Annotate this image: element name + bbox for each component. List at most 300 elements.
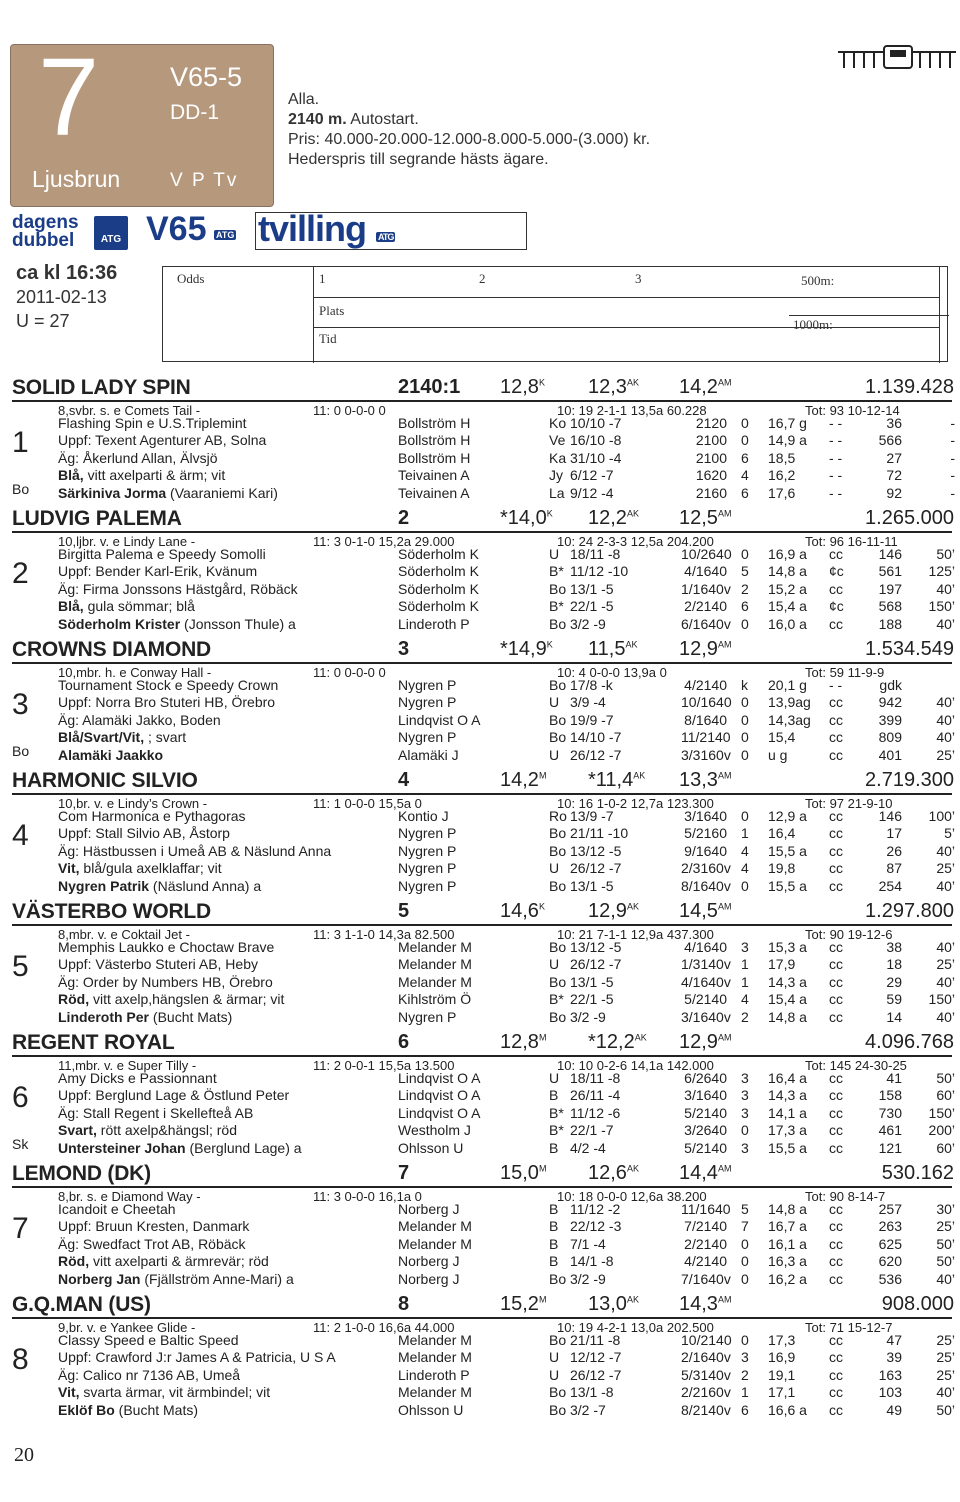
horse-age-sire: 9,br. v. e Yankee Glide - xyxy=(58,1320,196,1335)
start-post: 6 xyxy=(741,484,749,501)
start-shoes: cc xyxy=(829,1139,843,1156)
start-driver: Nygren P xyxy=(398,694,457,711)
start-driver: Lindqvist O A xyxy=(398,1104,481,1121)
start-track: B xyxy=(549,1087,559,1104)
start-date: 22/1 -7 xyxy=(570,1122,614,1139)
start-post: 3 xyxy=(741,1104,749,1121)
info-line: Äg: Order by Numbers HB, Örebro xyxy=(58,973,273,990)
start-prize: 30’ xyxy=(936,1201,955,1217)
start-driver: Nygren P xyxy=(398,877,457,894)
horse-age-sire: 11,mbr. v. e Super Tilly - xyxy=(58,1058,197,1073)
bet-types: V P Tv xyxy=(170,170,239,191)
info-line: Icandoit e Cheetah xyxy=(58,1201,176,1217)
start-post: 4 xyxy=(741,860,749,877)
start-prize: - xyxy=(950,484,955,501)
horse-entry xyxy=(0,638,960,769)
colors-line: Blå, vitt axelparti & ärm; vit xyxy=(58,467,226,484)
start-post: 3 xyxy=(741,939,749,955)
start-placing: 8/1640v xyxy=(681,877,731,894)
start-shoes: cc xyxy=(829,1201,843,1217)
start-prize: 25’ xyxy=(936,1218,955,1235)
start-odds: 14 xyxy=(886,1008,902,1025)
start-date: 13/1 -5 xyxy=(570,877,614,894)
record-2: $12,9^{AK}$ xyxy=(588,900,639,922)
horse-name: LUDVIG PALEMA xyxy=(12,507,182,530)
start-track: U xyxy=(549,746,560,763)
start-placing: 4/2140 xyxy=(684,677,727,693)
driver-line: Eklöf Bo (Bucht Mats) xyxy=(58,1401,199,1418)
start-post: 2 xyxy=(741,1008,749,1025)
start-track: Ve xyxy=(549,432,566,449)
start-date: 6/12 -7 xyxy=(570,467,614,484)
start-date: 13/12 -5 xyxy=(570,842,622,859)
record-2: $11,5^{AK}$ xyxy=(588,638,638,660)
start-shoes: - - xyxy=(829,449,843,466)
record-2: $12,3^{AK}$ xyxy=(588,376,639,398)
start-odds: 41 xyxy=(886,1070,902,1086)
start-placing: 2120 xyxy=(695,415,727,431)
record-1: $14,2^M$ xyxy=(500,769,547,791)
start-time-value: 14,1 a xyxy=(768,1104,807,1121)
col-3-label: 3 xyxy=(635,271,642,286)
start-post: 0 xyxy=(741,432,749,449)
start-placing: 10/2640 xyxy=(681,546,732,562)
start-track: Jy xyxy=(549,467,563,484)
driver-line: Särkiniva Jorma (Vaaraniemi Kari) xyxy=(58,484,278,501)
start-time-value: 12,9 a xyxy=(768,808,807,824)
start-date: 26/12 -7 xyxy=(570,1366,622,1383)
horse-age-sire: 10,mbr. h. e Conway Hall - xyxy=(58,665,212,680)
start-post: 1 xyxy=(741,956,749,973)
shoe-code: Bo xyxy=(12,743,30,759)
start-shoes: cc xyxy=(829,1008,843,1025)
start-type: Autostart. xyxy=(350,111,419,128)
program-number: 1 xyxy=(12,426,29,459)
start-post: 4 xyxy=(741,842,749,859)
info-line: Amy Dicks e Passionnant xyxy=(58,1070,217,1086)
start-driver: Norberg J xyxy=(398,1270,460,1287)
start-post: 4 xyxy=(741,467,749,484)
start-time-value: 16,2 xyxy=(768,467,796,484)
start-post: 4 xyxy=(741,991,749,1008)
start-driver: Norberg J xyxy=(398,1201,460,1217)
odds-label: Odds xyxy=(177,271,205,286)
start-track: U xyxy=(549,1366,560,1383)
start-date: 7/1 -4 xyxy=(570,1235,606,1252)
start-track: Bo xyxy=(549,729,567,746)
start-track: B xyxy=(549,1253,559,1270)
start-post: 3 xyxy=(741,1349,749,1366)
start-date: 13/12 -5 xyxy=(570,939,622,955)
start-track: Bo xyxy=(549,711,567,728)
program-number: 3 xyxy=(12,688,29,721)
divider xyxy=(12,924,952,926)
start-post: 6 xyxy=(741,598,749,615)
start-post: 3 xyxy=(741,1070,749,1086)
start-prize: 25’ xyxy=(936,746,955,763)
start-post: 0 xyxy=(741,877,749,894)
start-post: 0 xyxy=(741,808,749,824)
divider xyxy=(12,1186,952,1188)
start-date: 3/2 -9 xyxy=(570,1008,606,1025)
start-placing: 2160 xyxy=(695,484,727,501)
start-prize: 25’ xyxy=(936,1349,955,1366)
start-driver: Söderholm K xyxy=(398,598,479,615)
driver-line: Norberg Jan (Fjällström Anne-Mari) a xyxy=(58,1270,294,1287)
program-number: 6 xyxy=(12,1081,29,1114)
record-1: $14,6^K$ xyxy=(500,900,545,922)
start-shoes: cc xyxy=(829,1349,843,1366)
start-odds: 146 xyxy=(878,808,902,824)
record-2: $12,6^{AK}$ xyxy=(588,1162,639,1184)
stats-total: Tot: 97 21-9-10 xyxy=(805,796,893,811)
divider xyxy=(12,1317,952,1319)
start-odds: 461 xyxy=(878,1122,902,1139)
start-track: B xyxy=(549,1139,559,1156)
prize-money: Pris: 40.000-20.000-12.000-8.000-5.000-(3.000) kr. xyxy=(288,131,651,148)
start-driver: Melander M xyxy=(398,1332,472,1348)
start-date: 3/2 -9 xyxy=(570,615,606,632)
start-odds: 163 xyxy=(878,1366,902,1383)
start-odds: 561 xyxy=(878,563,902,580)
start-time-value: 17,3 xyxy=(768,1332,796,1348)
start-time-value: 16,1 a xyxy=(768,1235,807,1252)
start-time-value: 16,4 a xyxy=(768,1070,807,1086)
start-odds: 399 xyxy=(878,711,902,728)
start-time-value: 15,2 a xyxy=(768,580,807,597)
start-date: 4/2 -4 xyxy=(570,1139,606,1156)
start-time-value: 16,7 a xyxy=(768,1218,807,1235)
start-time-value: 14,9 a xyxy=(768,432,807,449)
start-driver: Nygren P xyxy=(398,1008,457,1025)
start-odds: 39 xyxy=(886,1349,902,1366)
start-placing: 10/1640 xyxy=(681,694,732,711)
driver-rest: (Jonsson Thule) a xyxy=(180,615,296,632)
start-driver: Alamäki J xyxy=(398,746,459,763)
start-placing: 3/1640 xyxy=(684,1087,727,1104)
start-shoes: cc xyxy=(829,711,843,728)
start-placing: 2/3160v xyxy=(681,860,731,877)
start-date: 16/10 -8 xyxy=(570,432,622,449)
info-line: Uppf: Västerbo Stuteri AB, Heby xyxy=(58,956,258,973)
driver-rest: (Vaaraniemi Kari) xyxy=(166,484,278,501)
start-track: Bo xyxy=(549,1270,567,1287)
start-driver: Melander M xyxy=(398,973,472,990)
total-earnings: 530.162 xyxy=(881,1162,954,1184)
honor-prize: Hederspris till segrande hästs ägare. xyxy=(288,151,549,168)
start-number: 3 xyxy=(398,638,410,660)
start-prize: 200’ xyxy=(928,1122,955,1139)
stats-2010: 10: 19 4-2-1 13,0a 202.500 xyxy=(557,1320,714,1335)
total-earnings: 908.000 xyxy=(881,1293,954,1315)
start-placing: 5/2160 xyxy=(684,825,727,842)
start-post: 3 xyxy=(741,1139,749,1156)
horse-name: CROWNS DIAMOND xyxy=(12,638,212,661)
start-shoes: cc xyxy=(829,1332,843,1348)
start-shoes: cc xyxy=(829,825,843,842)
start-post: 0 xyxy=(741,729,749,746)
start-post: 0 xyxy=(741,694,749,711)
start-driver: Linderoth P xyxy=(398,1366,470,1383)
program-number: 8 xyxy=(12,1343,29,1376)
start-placing: 9/1640 xyxy=(684,842,727,859)
start-shoes: cc xyxy=(829,1070,843,1086)
start-placing: 3/2640 xyxy=(684,1122,727,1139)
horse-name: VÄSTERBO WORLD xyxy=(12,900,212,923)
driver-rest: (Bucht Mats) xyxy=(114,1401,199,1418)
start-shoes: cc xyxy=(829,1087,843,1104)
horse-age-sire: 10,ljbr. v. e Lindy Lane - xyxy=(58,534,196,549)
start-shoes: cc xyxy=(829,1104,843,1121)
start-placing: 11/1640 xyxy=(681,1201,731,1217)
race-distance: 2140 m. xyxy=(288,111,347,128)
start-prize: 40’ xyxy=(936,729,955,746)
start-shoes: cc xyxy=(829,1235,843,1252)
start-driver: Teivainen A xyxy=(398,467,470,484)
start-odds: 568 xyxy=(878,598,902,615)
horse-entry xyxy=(0,1162,960,1293)
start-driver: Melander M xyxy=(398,1384,472,1401)
start-track: B* xyxy=(549,563,564,580)
start-placing: 1/3140v xyxy=(681,956,731,973)
start-time: ca kl 16:36 xyxy=(16,262,118,284)
start-prize: - xyxy=(950,449,955,466)
colors-line: Vit, blå/gula axelklaffar; vit xyxy=(58,860,222,877)
start-placing: 3/1640 xyxy=(684,808,727,824)
start-prize: - xyxy=(950,467,955,484)
500m-label: 500m: xyxy=(801,273,835,288)
start-track: B xyxy=(549,1218,559,1235)
start-prize: 25’ xyxy=(936,956,955,973)
start-prize: 60’ xyxy=(936,1087,955,1104)
start-placing: 5/2140 xyxy=(684,1139,727,1156)
atg-logo: ATG xyxy=(94,216,128,250)
start-driver: Söderholm K xyxy=(398,546,479,562)
horse-entry xyxy=(0,507,960,638)
start-track: B xyxy=(549,1235,559,1252)
start-driver: Melander M xyxy=(398,1349,472,1366)
record-2: $12,2^{AK}$ xyxy=(588,507,639,529)
info-line: Äg: Åkerlund Allan, Älvsjö xyxy=(58,449,218,466)
start-time-value: 14,3 a xyxy=(768,973,807,990)
start-time-value: 15,5 a xyxy=(768,842,807,859)
start-number: 4 xyxy=(398,769,410,791)
start-time-value: 14,8 a xyxy=(768,563,807,580)
start-track: Ka xyxy=(549,449,567,466)
start-post: 0 xyxy=(741,711,749,728)
start-shoes: cc xyxy=(829,973,843,990)
start-placing: 3/1640v xyxy=(681,1008,731,1025)
driver-rest: (Berglund Lage) a xyxy=(185,1139,302,1156)
shoe-code: Bo xyxy=(12,481,30,497)
start-track: Bo xyxy=(549,677,567,693)
start-time-value: 15,3 a xyxy=(768,939,807,955)
race-distance-line xyxy=(288,110,650,130)
stats-2011: 11: 3 0-0-0 16,1a 0 xyxy=(313,1189,422,1204)
start-driver: Kontio J xyxy=(398,808,449,824)
race-date: 2011-02-13 xyxy=(16,287,107,307)
start-shoes: cc xyxy=(829,1122,843,1139)
horse-age-sire: 10,br. v. e Lindy’s Crown - xyxy=(58,796,208,811)
start-prize: 100’ xyxy=(928,808,955,824)
race-info xyxy=(288,90,650,170)
start-post: 1 xyxy=(741,973,749,990)
record-1: $12,8^K$ xyxy=(500,376,545,398)
start-shoes: cc xyxy=(829,956,843,973)
start-driver: Söderholm K xyxy=(398,580,479,597)
start-track: Ko xyxy=(549,415,567,431)
start-placing: 11/2140 xyxy=(681,729,731,746)
stats-2011: 11: 3 1-1-0 14,3a 82.500 xyxy=(313,927,455,942)
start-time-value: 14,8 a xyxy=(768,1201,807,1217)
col-1-label: 1 xyxy=(319,271,326,286)
start-odds: 18 xyxy=(886,956,902,973)
stats-total: Tot: 90 19-12-6 xyxy=(805,927,893,942)
odds-box xyxy=(162,266,948,362)
horse-name: LEMOND (DK) xyxy=(12,1162,151,1185)
start-odds: 59 xyxy=(886,991,902,1008)
record-1: $*14,0^K$ xyxy=(500,507,553,529)
start-shoes: cc xyxy=(829,746,843,763)
dagens-dubbel-logo: dagens dubbel ATG xyxy=(12,212,130,252)
fence-car-icon xyxy=(838,40,956,72)
start-prize: 125’ xyxy=(928,563,955,580)
horse-age-sire: 8,br. s. e Diamond Way - xyxy=(58,1189,201,1204)
start-time-value: 13,9ag xyxy=(768,694,811,711)
start-time-value: 17,3 a xyxy=(768,1122,807,1139)
divider xyxy=(12,1055,952,1057)
start-date: 9/12 -4 xyxy=(570,484,614,501)
v65-logo: V65 ATG xyxy=(146,210,235,248)
start-track: Bo xyxy=(549,825,567,842)
start-time-value: 14,3ag xyxy=(768,711,811,728)
start-date: 22/1 -5 xyxy=(570,991,614,1008)
start-time-value: 14,8 a xyxy=(768,1008,807,1025)
stats-total: Tot: 96 16-11-11 xyxy=(805,534,898,549)
start-shoes: cc xyxy=(829,1218,843,1235)
start-placing: 6/1640v xyxy=(681,615,731,632)
info-line: Uppf: Bender Karl-Erik, Kvänum xyxy=(58,563,258,580)
driver-rest: (Bucht Mats) xyxy=(149,1008,233,1025)
start-odds: 566 xyxy=(878,432,902,449)
start-time-value: 16,7 g xyxy=(768,415,807,431)
start-prize: - xyxy=(950,432,955,449)
start-post: 6 xyxy=(741,449,749,466)
start-driver: Bollström H xyxy=(398,432,471,449)
start-prize: 40’ xyxy=(936,1270,955,1287)
start-shoes: cc xyxy=(829,1366,843,1383)
start-date: 10/10 -7 xyxy=(570,415,622,431)
stats-2011: 11: 1 0-0-0 15,5a 0 xyxy=(313,796,422,811)
info-line: Com Harmonica e Pythagoras xyxy=(58,808,246,824)
start-driver: Nygren P xyxy=(398,860,457,877)
start-odds: 536 xyxy=(878,1270,902,1287)
stats-2011: 11: 3 0-1-0 15,2a 29.000 xyxy=(313,534,455,549)
start-shoes: - - xyxy=(829,677,843,693)
start-time-value: 16,9 a xyxy=(768,546,807,562)
start-number: 2140:1 xyxy=(398,376,461,398)
start-placing: 10/2140 xyxy=(681,1332,732,1348)
start-prize: 40’ xyxy=(936,1008,955,1025)
start-prize: 25’ xyxy=(936,860,955,877)
start-track: Bo xyxy=(549,1384,567,1401)
start-date: 19/9 -7 xyxy=(570,711,614,728)
start-number: 6 xyxy=(398,1031,410,1053)
start-time-value: 16,6 a xyxy=(768,1401,807,1418)
colors-rest: gula sömmar; blå xyxy=(83,598,195,615)
u-value: U = 27 xyxy=(16,311,70,331)
start-shoes: cc xyxy=(829,580,843,597)
info-line: Flashing Spin e U.S.Triplemint xyxy=(58,415,247,431)
stats-2010: 10: 4 0-0-0 13,9a 0 xyxy=(557,665,667,680)
info-line: Äg: Swedfact Trot AB, Röbäck xyxy=(58,1235,246,1252)
start-post: 0 xyxy=(741,1332,749,1348)
colors-rest: blå/gula axelklaffar; vit xyxy=(79,860,222,877)
start-odds: 620 xyxy=(878,1253,902,1270)
record-1: $*14,9^K$ xyxy=(500,638,553,660)
start-number: 5 xyxy=(398,900,410,922)
start-odds: 87 xyxy=(886,860,902,877)
start-driver: Kihlström Ö xyxy=(398,991,472,1008)
total-earnings: 1.265.000 xyxy=(865,507,954,529)
start-prize: 40’ xyxy=(936,939,955,955)
game-label: V65-5 xyxy=(170,62,243,92)
start-track: B* xyxy=(549,1104,564,1121)
start-prize: 40’ xyxy=(936,580,955,597)
start-odds: gdk xyxy=(879,677,902,693)
start-odds: 17 xyxy=(886,825,902,842)
start-time-value: 17,9 xyxy=(768,956,796,973)
race-number: 7 xyxy=(38,36,98,159)
start-odds: 625 xyxy=(878,1235,902,1252)
colors-rest: vitt axelparti & ärmrevär; röd xyxy=(89,1253,269,1270)
horse-name: HARMONIC SILVIO xyxy=(12,769,198,792)
start-placing: 2100 xyxy=(695,432,727,449)
start-date: 26/12 -7 xyxy=(570,956,622,973)
stats-2011: 11: 0 0-0-0 0 xyxy=(313,403,386,418)
start-date: 11/12 -6 xyxy=(570,1104,621,1121)
start-placing: 1620 xyxy=(695,467,727,484)
start-prize: 40’ xyxy=(936,615,955,632)
start-date: 26/12 -7 xyxy=(570,860,622,877)
start-shoes: cc xyxy=(829,1401,843,1418)
start-odds: 121 xyxy=(878,1139,902,1156)
colors-rest: svarta ärmar, vit ärmbindel; vit xyxy=(79,1384,271,1401)
start-odds: 92 xyxy=(886,484,902,501)
start-odds: 809 xyxy=(878,729,902,746)
start-date: 22/12 -3 xyxy=(570,1218,622,1235)
start-number: 2 xyxy=(398,507,410,529)
colors-rest: ; svart xyxy=(144,729,187,746)
start-prize: 50’ xyxy=(936,1401,955,1418)
driver-line: Untersteiner Johan (Berglund Lage) a xyxy=(58,1139,302,1156)
start-track: U xyxy=(549,1070,560,1086)
driver-line: Nygren Patrik (Näslund Anna) a xyxy=(58,877,262,894)
horse-entry xyxy=(0,769,960,900)
start-track: B xyxy=(549,1201,559,1217)
start-prize: 40’ xyxy=(936,877,955,894)
start-date: 18/11 -8 xyxy=(570,1070,621,1086)
start-driver: Ohlsson U xyxy=(398,1139,464,1156)
start-time-value: 18,5 xyxy=(768,449,796,466)
start-prize: 40’ xyxy=(936,694,955,711)
start-shoes: - - xyxy=(829,432,843,449)
plats-label: Plats xyxy=(319,303,345,318)
start-placing: 6/2640 xyxy=(684,1070,727,1086)
start-shoes: cc xyxy=(829,546,843,562)
start-driver: Teivainen A xyxy=(398,484,470,501)
start-shoes: - - xyxy=(829,484,843,501)
